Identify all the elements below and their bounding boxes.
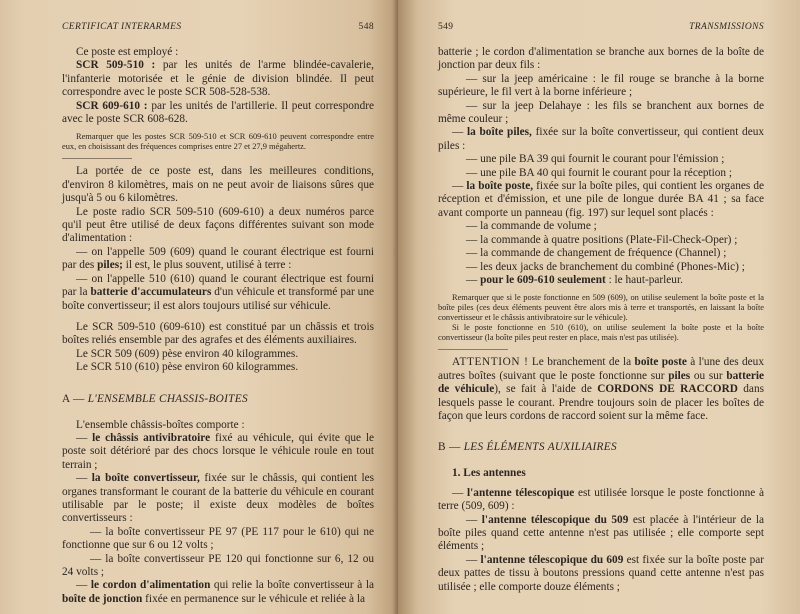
right-para-15-a: — bbox=[466, 553, 481, 566]
right-para-15-c: est fixée sur la boîte poste par deux pattes de tissu à boutons pressions quand cette antenne n'est pas utilisée ; elle comporte douze éléments ; bbox=[438, 553, 764, 593]
left-para-6-b: piles; bbox=[97, 259, 123, 272]
right-para-4-a: — bbox=[452, 126, 468, 139]
left-para-2-text: par les unités de l'arme blindée-cavalerie, l'infanterie motorisée et le génie de division blindée. Il peut correspondre avec le poste SCR 508-528-538. bbox=[62, 59, 374, 99]
left-para-6-c: il est, le plus souvent, utilisé à terre : bbox=[122, 259, 292, 272]
left-para-6-a: — on l'appelle 509 (609) quand le courant électrique est fourni par des bbox=[62, 245, 374, 272]
right-para-12-c: : le haut-parleur. bbox=[605, 273, 683, 286]
right-para-9: — la commande à quatre positions (Plate-Fil-Check-Oper) ; bbox=[466, 233, 738, 246]
right-note-1: Remarquer que si le poste fonctionne en 509 (609), on utilise seulement la boîte poste et la boîte piles (ces deux éléments peuvent être alors mis à terre et transportés, en laissant la boîte convertisseur et le châssis antivibratoire sur le véhicule). bbox=[438, 293, 764, 323]
right-page bbox=[398, 0, 800, 614]
right-para-4 bbox=[438, 126, 764, 153]
subsection-antennes-title: 1. Les antennes bbox=[452, 467, 526, 480]
left-para-13-c: fixée sur le châssis, qui contient les organes transformant le courant de la batterie du véhicule en courant utilisable par le poste; il existe deux modèles de boîtes convertisseurs : bbox=[62, 472, 374, 525]
right-para-12 bbox=[438, 274, 764, 287]
right-para-15-b: l'antenne télescopique du 609 bbox=[480, 553, 624, 566]
left-para-2 bbox=[62, 59, 374, 99]
right-page-number: 549 bbox=[438, 22, 454, 32]
right-para-4-b: la boîte piles, bbox=[467, 126, 532, 139]
left-para-16-d: boîte de jonction bbox=[62, 592, 143, 605]
section-a-title: L'ENSEMBLE CHASSIS-BOITES bbox=[87, 392, 248, 405]
right-para-3: — sur la jeep Delahaye : les fils se branchent aux bornes de même couleur ; bbox=[438, 99, 764, 126]
right-para-12-a: — bbox=[466, 273, 481, 286]
attention-i: CORDONS DE RACCORD bbox=[597, 383, 738, 396]
left-para-14: — la boîte convertisseur PE 97 (PE 117 pour le 610) qui ne fonctionne que sur 6 ou 12 volts ; bbox=[62, 525, 374, 552]
right-para-14 bbox=[438, 514, 764, 554]
right-para-2: — sur la jeep américaine : le fil rouge se branche à la borne supérieure, le fil vert à la borne inférieure ; bbox=[438, 72, 764, 99]
right-para-14-a: — bbox=[466, 513, 482, 526]
right-note-2: Si le poste fonctionne en 510 (610), on utilise seulement la boîte poste et la boîte convertisseur (la boîte piles peut rester en place, mais n'est pas utilisée). bbox=[438, 323, 764, 343]
left-para-12-a: — bbox=[76, 431, 93, 444]
right-para-15 bbox=[438, 554, 764, 594]
left-para-13 bbox=[62, 472, 374, 526]
section-b-heading bbox=[438, 441, 764, 453]
left-para-9: Le SCR 509 (609) pèse environ 40 kilogrammes. bbox=[76, 347, 299, 360]
attention-d: à l'une des deux autres boîtes (suivant que le poste fonctionne sur bbox=[438, 356, 764, 382]
left-running-header bbox=[62, 22, 374, 32]
left-para-8: Le SCR 509-510 (609-610) est constitué par un châssis et trois boîtes reliés ensemble par des agrafes et des éléments auxiliaires. bbox=[62, 320, 374, 347]
section-b-title: LES ÉLÉMENTS AUXILIAIRES bbox=[463, 441, 617, 454]
attention-g: batterie de véhicule bbox=[438, 369, 765, 396]
left-para-4: La portée de ce poste est, dans les meilleures conditions, d'environ 8 kilomètres, mais on ne peut avoir de liaisons sûres que jusqu'à 5 ou 6 kilomètres. bbox=[62, 165, 374, 205]
left-para-6 bbox=[62, 246, 374, 273]
attention-f: ou sur bbox=[690, 369, 727, 382]
right-para-7 bbox=[438, 180, 764, 220]
left-para-15: — la boîte convertisseur PE 120 qui fonctionne sur 6, 12 ou 24 volts ; bbox=[62, 552, 374, 578]
right-para-13-b: l'antenne télescopique bbox=[467, 486, 575, 499]
attention-b: Le branchement de la bbox=[528, 356, 635, 369]
right-para-10: — la commande de changement de fréquence (Channel) ; bbox=[466, 247, 727, 260]
left-para-3 bbox=[62, 100, 374, 127]
attention-label: ATTENTION ! bbox=[452, 356, 529, 369]
section-b-letter: B — bbox=[438, 441, 461, 454]
right-separator bbox=[438, 349, 508, 350]
right-header-title: TRANSMISSIONS bbox=[689, 22, 764, 32]
right-para-13-a: — bbox=[452, 486, 468, 499]
right-para-14-b: l'antenne télescopique du 509 bbox=[481, 513, 629, 526]
attention-para bbox=[438, 356, 764, 423]
left-para-7-a: — on l'appelle 510 (610) quand le courant électrique est fourni par la bbox=[62, 272, 374, 299]
right-para-7-c: fixée sur la boîte piles, qui contient les organes de réception et d'émission, et une pile de longue durée BA 41 ; sa face avant comporte un panneau (fig. 197) sur lequel sont placés : bbox=[438, 180, 764, 219]
right-para-6: — une pile BA 40 qui fournit le courant pour la réception ; bbox=[466, 166, 733, 179]
right-para-13-c: est utilisée lorsque le poste fonctionne à terre (509, 609) : bbox=[438, 486, 764, 513]
right-para-8: — la commande de volume ; bbox=[466, 220, 597, 233]
left-para-11: L'ensemble châssis-boîtes comporte : bbox=[76, 418, 245, 431]
scr609-label: SCR 609-610 : bbox=[76, 99, 148, 112]
left-para-13-a: — bbox=[76, 472, 92, 485]
right-para-12-b: pour le 609-610 seulement bbox=[480, 273, 606, 286]
attention-c: boîte poste bbox=[634, 356, 687, 369]
separator bbox=[62, 158, 132, 159]
right-para-11: — les deux jacks de branchement du combiné (Phones-Mic) ; bbox=[466, 260, 745, 273]
left-para-3-text: par les unités de l'artillerie. Il peut correspondre avec le poste SCR 608-628. bbox=[62, 99, 374, 126]
right-para-7-a: — bbox=[452, 180, 467, 193]
right-para-14-c: est placée à l'intérieur de la boîte piles quand cette antenne n'est pas utilisée ; elle comporte sept éléments ; bbox=[438, 513, 764, 553]
left-para-16-a: — bbox=[76, 579, 91, 592]
left-para-12-c: fixé au véhicule, qui évite que le poste soit détérioré par des chocs lorsque le véhicule roule en tout terrain ; bbox=[62, 431, 375, 471]
left-para-12-b: le châssis antivibratoire bbox=[92, 431, 211, 444]
right-para-13 bbox=[438, 487, 764, 514]
section-a-heading bbox=[62, 393, 374, 405]
left-para-16-e: fixée en permanence sur le véhicule et reliée à la bbox=[142, 592, 366, 605]
left-para-5: Le poste radio SCR 509-510 (609-610) a deux numéros parce qu'il peut être utilisé de deux façons différentes suivant son mode d'alimentation : bbox=[62, 205, 374, 245]
attention-h: ), se fait à l'aide de bbox=[494, 383, 598, 396]
left-para-16-b: le cordon d'alimentation bbox=[90, 579, 211, 592]
left-para-7-b: batterie d'accumulateurs bbox=[90, 286, 212, 299]
section-a-letter: A — bbox=[62, 392, 85, 405]
right-running-header bbox=[438, 22, 764, 32]
attention-j: dans lesquels passe le courant. Prendre toujours soin de placer les boîtes de façon que leurs cordons de raccord soient sur la même face. bbox=[438, 383, 764, 422]
left-para-7-c: d'un véhicule et transformé par une boîte convertisseur; il est alors toujours utilisé sur véhicule. bbox=[62, 286, 374, 312]
right-para-1: batterie ; le cordon d'alimentation se branche aux bornes de la boîte de jonction par deux fils : bbox=[438, 46, 764, 72]
left-note: Remarquer que les postes SCR 509-510 et SCR 609-610 peuvent correspondre entre eux, en choisissant des fréquences comprises entre 27 et 27,9 mégahertz. bbox=[62, 132, 374, 152]
right-para-7-b: la boîte poste, bbox=[466, 180, 534, 193]
left-para-13-b: la boîte convertisseur, bbox=[91, 472, 200, 485]
attention-e: piles bbox=[668, 369, 691, 382]
left-header-title: CERTIFICAT INTERARMES bbox=[62, 22, 182, 32]
subsection-antennes bbox=[438, 467, 764, 480]
left-para-7 bbox=[62, 273, 374, 313]
left-para-16-c: qui relie la boîte convertisseur à la bbox=[210, 579, 374, 592]
left-page bbox=[0, 0, 398, 614]
right-para-4-c: fixée sur la boîte convertisseur, qui contient deux piles : bbox=[438, 126, 765, 152]
left-para-10: Le SCR 510 (610) pèse environ 60 kilogrammes. bbox=[76, 361, 299, 374]
left-para-12 bbox=[62, 432, 374, 472]
scr509-label: SCR 509-510 : bbox=[76, 59, 156, 72]
left-para-1: Ce poste est employé : bbox=[76, 46, 179, 58]
right-para-5: — une pile BA 39 qui fournit le courant pour l'émission ; bbox=[466, 153, 725, 166]
left-para-16 bbox=[62, 579, 374, 606]
left-page-number: 548 bbox=[358, 22, 374, 32]
